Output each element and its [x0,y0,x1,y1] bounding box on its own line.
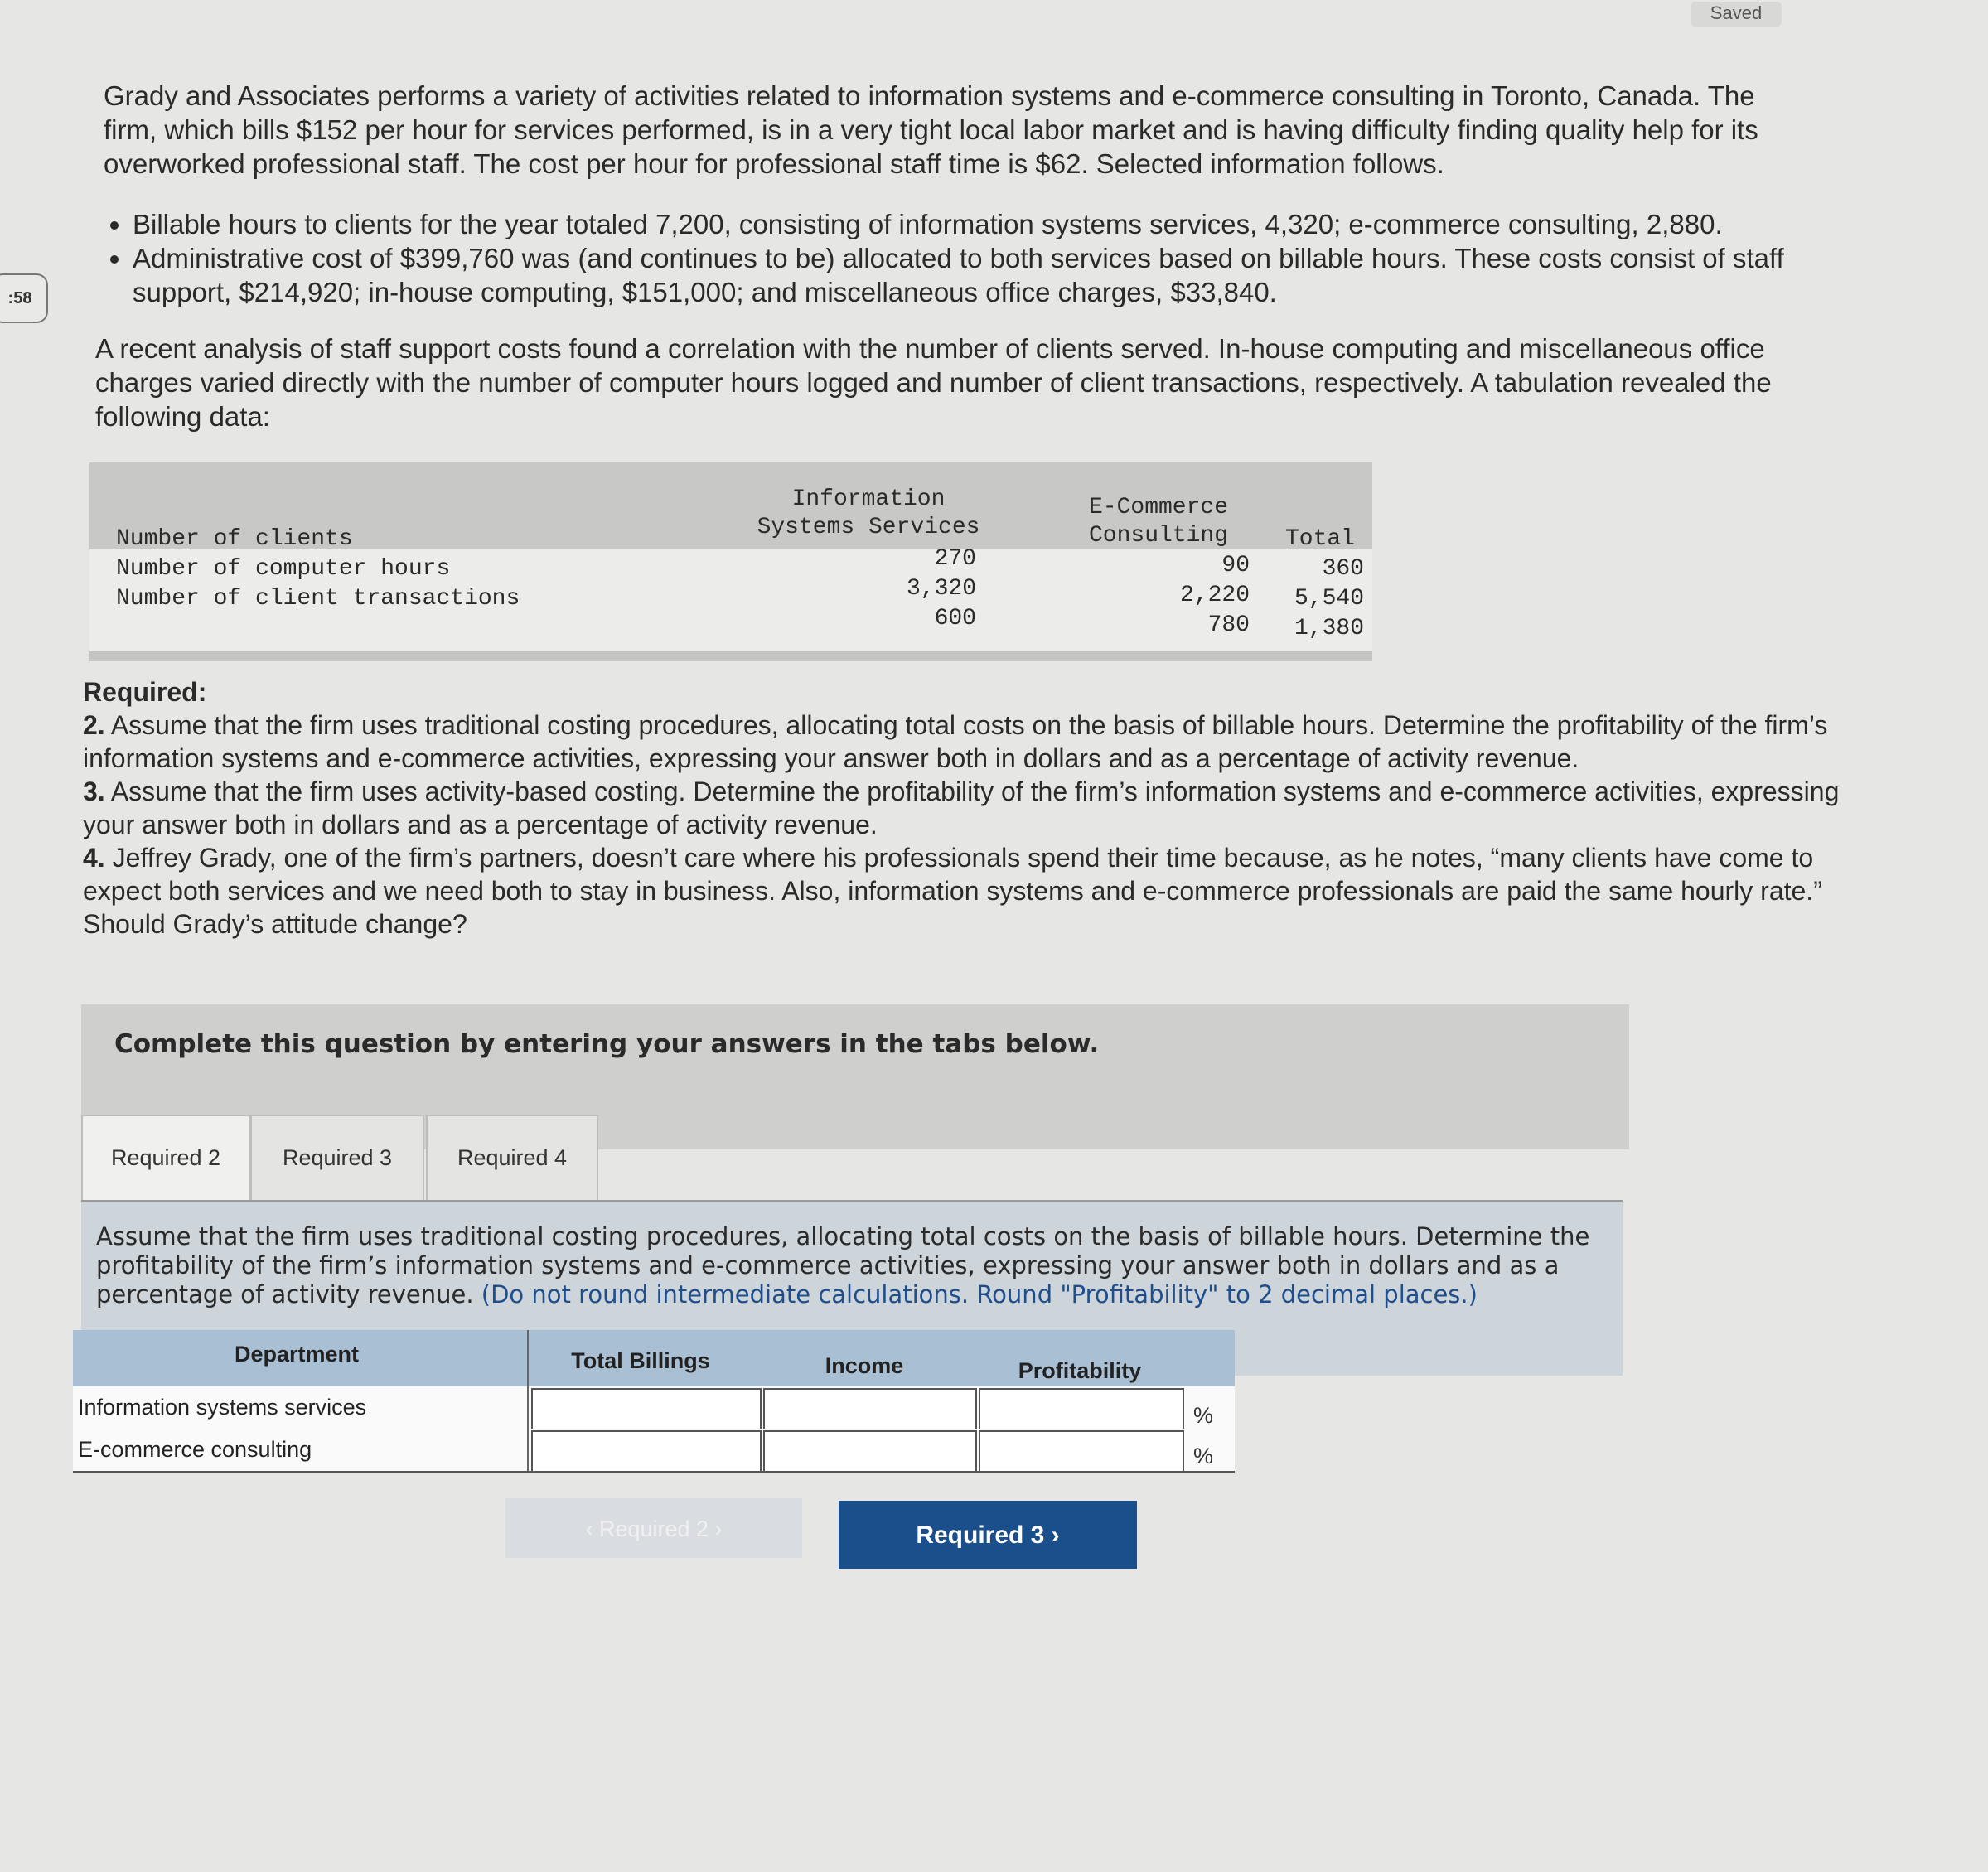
required-item-3: 3. Assume that the firm uses activity-based costing. Determine the profitability of the firm’s information systems and e-commerce activities, expressing your answer both in dollars and as a percentage of activity revenue. [83,776,1840,839]
row-label-information-systems: Information systems services [78,1395,367,1420]
header-is-2: Systems Services [757,515,980,540]
answer-table-divider [527,1330,529,1471]
ec-total-billings-input[interactable] [531,1430,762,1473]
row-label-computer-hours: Number of computer hours [116,556,451,582]
row-label-e-commerce: E-commerce consulting [78,1437,312,1462]
required-heading: Required: [83,677,207,707]
tab-required-3[interactable]: Required 3 [250,1115,424,1203]
data-table [89,462,1372,661]
cell-is-hours: 3,320 [906,576,976,602]
problem-intro: Grady and Associates performs a variety of activities related to information systems and e-commerce consulting in Toronto, Canada. The firm, which bills $152 per hour for services performed, is in a very tight local labor market and is having difficulty finding quality help for its overworked professional staff. The cost per hour for professional staff time is $62. Selected information follows. [104,80,1758,179]
saved-indicator: Saved [1691,2,1782,27]
problem-bullets [99,207,1856,309]
cell-is-transactions: 600 [934,606,976,631]
timer-badge: :58 [0,273,48,323]
next-required-3-button[interactable]: Required 3 › [839,1501,1137,1569]
row-label-transactions: Number of client transactions [116,586,520,612]
instructions-text: Complete this question by entering your answers in the tabs below. [114,1029,1100,1059]
is-total-billings-input[interactable] [531,1388,762,1430]
header-income: Income [825,1353,904,1378]
required-item-2: 2. Assume that the firm uses traditional costing procedures, allocating total costs on the basis of billable hours. Determine the profitability of the firm’s information systems and e-commerce activities, expressing your answer both in dollars and as a percentage of activity revenue. [83,710,1828,773]
data-table-bottom-band [89,651,1372,661]
panel-text: Assume that the firm uses traditional costing procedures, allocating total costs on the basis of billable hours. Determine the profitability of the firm’s information systems and e-commerce activities, expressing your answer both in dollars and as a percentage of activity revenue. (Do not round intermediate calculations. Round "Profitability" to 2 decimal places.) [96,1222,1590,1308]
panel-note: (Do not round intermediate calculations. Round "Profitability" to 2 decimal places.) [473,1280,1478,1308]
header-total-billings: Total Billings [571,1348,710,1373]
bullet-administrative-cost: • Administrative cost of $399,760 was (and continues to be) allocated to both services based on billable hours. These costs consist of staff support, $214,920; in-house computing, $151,000; and miscellaneous office charges, $33,840. [133,241,1856,309]
is-profitability-input[interactable] [979,1388,1184,1430]
tab-required-2[interactable]: Required 2 [81,1115,250,1203]
previous-required-button[interactable]: ‹ Required 2 › [505,1498,802,1558]
answer-table [73,1330,1235,1471]
cell-ec-hours: 2,220 [1179,583,1250,608]
bullet-billable-hours: • Billable hours to clients for the year totaled 7,200, consisting of information systems services, 4,320; e-commerce consulting, 2,880. [133,207,1856,241]
required-section [83,675,1840,941]
cell-total-transactions: 1,380 [1294,616,1364,641]
ec-percent-symbol: % [1193,1444,1214,1468]
cell-ec-clients: 90 [1221,553,1250,578]
required-item-4: 4. Jeffrey Grady, one of the firm’s partners, doesn’t care where his professionals spend their time because, as he notes, “many clients have come to expect both services and we need both to stay in business. Also, information systems and e-commerce professionals are paid the same hourly rate.” Should Grady’s attitude change? [83,843,1822,939]
is-percent-symbol: % [1193,1403,1214,1428]
header-total: Total [1284,526,1355,552]
tab-required-4[interactable]: Required 4 [426,1115,598,1203]
header-profitability: Profitability [1018,1358,1142,1383]
is-income-input[interactable] [763,1388,977,1430]
problem-analysis: A recent analysis of staff support costs found a correlation with the number of clients served. In-house computing and miscellaneous office charges varied directly with the number of computer hours logged and number of client transactions, respectively. A tabulation revealed the following data: [95,333,1772,432]
cell-is-clients: 270 [934,546,976,572]
header-ec-1: E-Commerce [1088,495,1229,520]
answer-row-information-systems [73,1386,1235,1430]
header-ec-2: Consulting [1088,523,1229,549]
answer-row-e-commerce [73,1429,1235,1473]
row-label-clients: Number of clients [116,526,353,552]
header-department: Department [234,1342,360,1367]
cell-total-clients: 360 [1322,556,1364,582]
ec-income-input[interactable] [763,1430,977,1473]
cell-ec-transactions: 780 [1207,612,1250,638]
answer-table-header [73,1330,1235,1386]
cell-total-hours: 5,540 [1294,586,1364,612]
header-is-1: Information [791,486,946,512]
ec-profitability-input[interactable] [979,1430,1184,1473]
